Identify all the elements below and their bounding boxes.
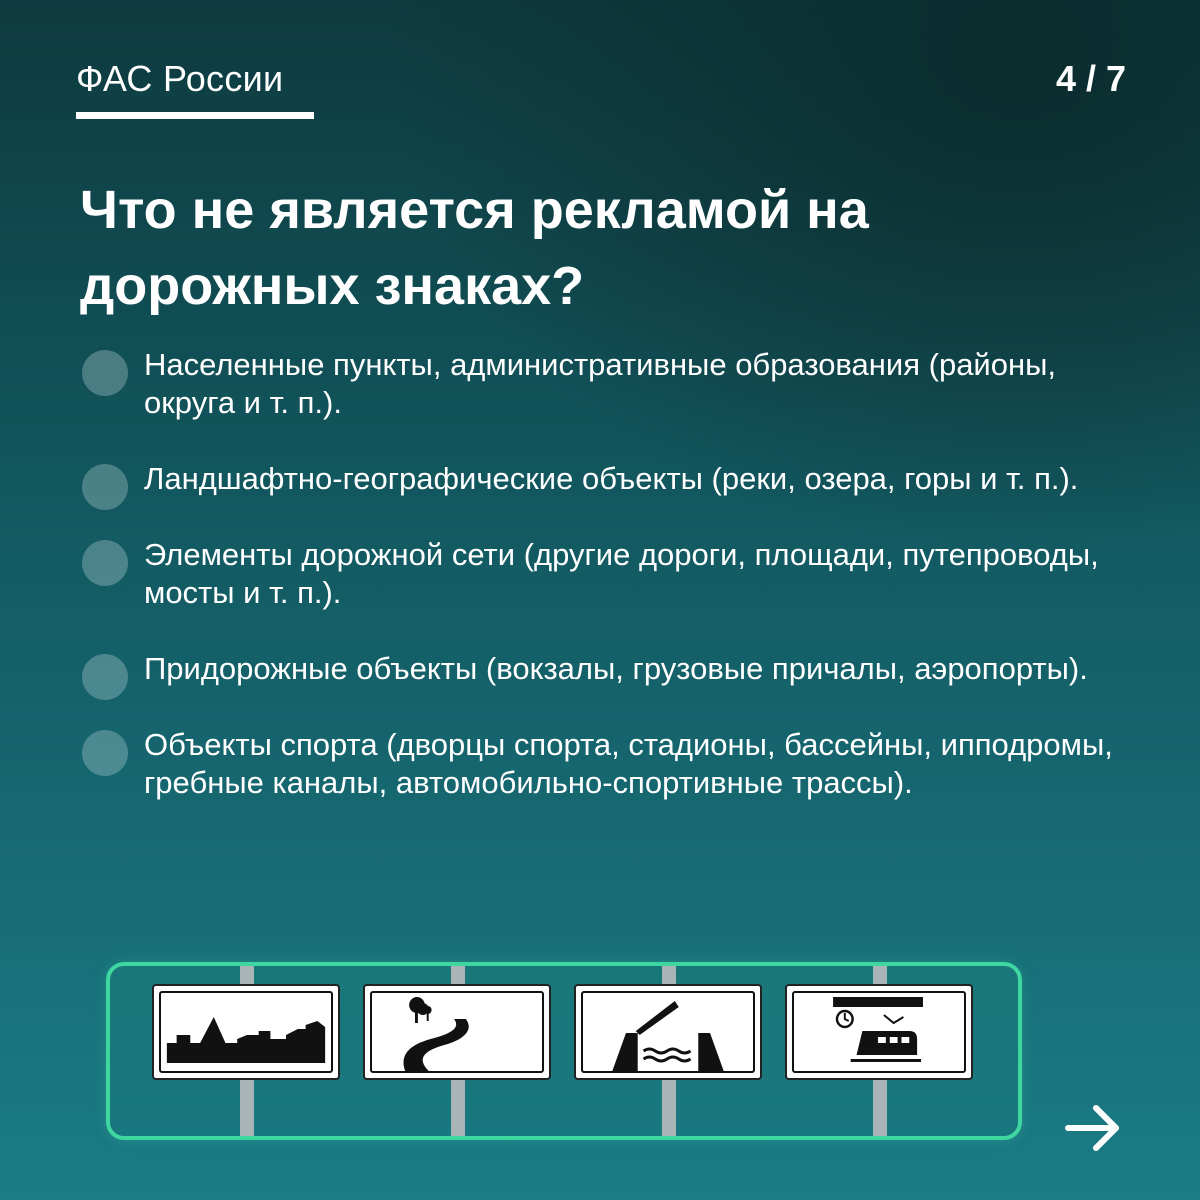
sign-plate bbox=[785, 984, 973, 1080]
list-item bbox=[80, 726, 1130, 802]
list-item bbox=[80, 346, 1130, 422]
sign-plate bbox=[574, 984, 762, 1080]
list-item bbox=[80, 650, 1130, 688]
road-sign bbox=[363, 966, 553, 1140]
bullet-icon bbox=[82, 540, 128, 586]
road-signs-panel bbox=[106, 962, 1022, 1140]
next-arrow-icon[interactable] bbox=[1064, 1098, 1124, 1158]
bullet-icon bbox=[82, 350, 128, 396]
list-item bbox=[80, 536, 1130, 612]
bullet-icon bbox=[82, 464, 128, 510]
road-sign bbox=[152, 966, 342, 1140]
brand-underline bbox=[76, 112, 314, 119]
drawbridge-icon bbox=[581, 991, 755, 1073]
list-item-text: Населенные пункты, административные образования (районы, округа и т. п.). bbox=[144, 347, 1057, 420]
list-item-text: Элементы дорожной сети (другие дороги, площади, путепроводы, мосты и т. п.). bbox=[144, 537, 1099, 610]
page-title: Что не является рекламой на дорожных знаках? bbox=[80, 180, 869, 316]
list-item bbox=[80, 460, 1130, 498]
river-icon bbox=[370, 991, 544, 1073]
bullet-icon bbox=[82, 730, 128, 776]
list-item-text: Ландшафтно-географические объекты (реки, озера, горы и т. п.). bbox=[144, 461, 1079, 496]
items-list bbox=[80, 346, 1130, 840]
list-item-text: Придорожные объекты (вокзалы, грузовые причалы, аэропорты). bbox=[144, 651, 1088, 686]
bullet-icon bbox=[82, 654, 128, 700]
railway-station-icon bbox=[792, 991, 966, 1073]
road-sign bbox=[574, 966, 764, 1140]
list-item-text: Объекты спорта (дворцы спорта, стадионы, бассейны, ипподромы, гребные каналы, автомобильно-спортивные трассы). bbox=[144, 727, 1113, 800]
sign-plate bbox=[363, 984, 551, 1080]
brand-name: ФАС России bbox=[76, 58, 284, 99]
sign-plate bbox=[152, 984, 340, 1080]
page-counter: 4 / 7 bbox=[1055, 58, 1126, 99]
settlement-icon bbox=[159, 991, 333, 1073]
road-sign bbox=[785, 966, 975, 1140]
